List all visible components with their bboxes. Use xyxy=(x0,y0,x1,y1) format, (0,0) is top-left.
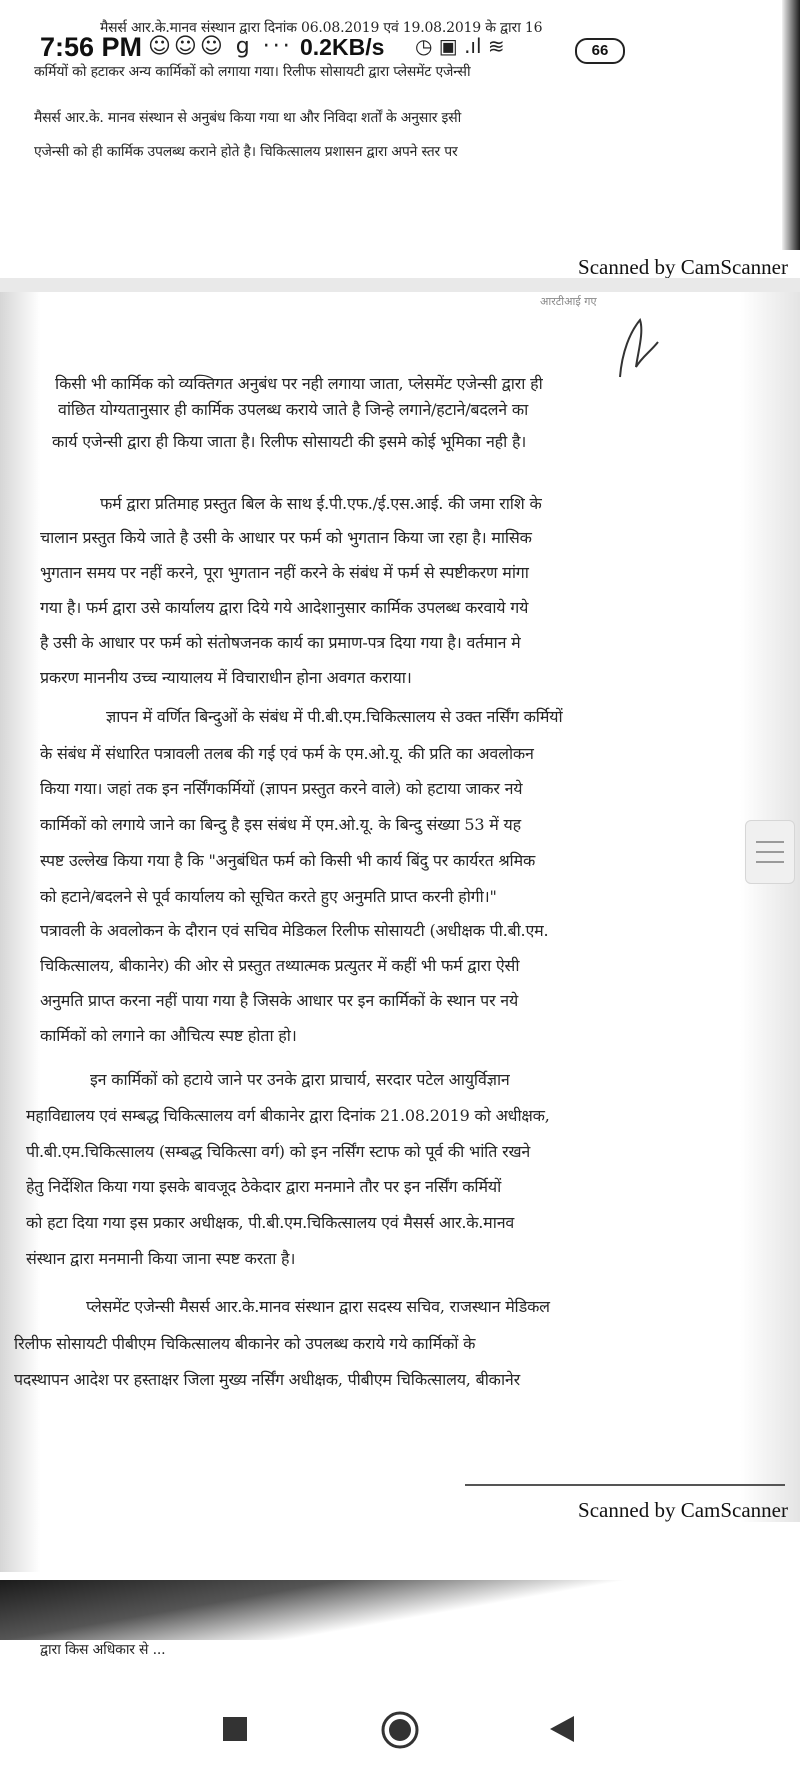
page-2-line: है उसी के आधार पर फर्म को संतोषजनक कार्य का प्रमाण-पत्र दिया गया है। वर्तमान मे xyxy=(40,633,521,652)
footer-rule xyxy=(465,1484,785,1486)
camscanner-footer: Scanned by CamScanner xyxy=(578,255,788,278)
network-speed: 0.2KB/s xyxy=(300,34,385,60)
page-2-line: महाविद्यालय एवं सम्बद्ध चिकित्सालय वर्ग बीकानेर द्वारा दिनांक 21.08.2019 को अधीक्षक, xyxy=(26,1106,550,1125)
navigation-bar xyxy=(0,1680,800,1777)
page-1-line: मैसर्स आर.के.मानव संस्थान द्वारा दिनांक 06.08.2019 एवं 19.08.2019 के द्वारा 16 xyxy=(100,20,543,36)
page-2-line: कार्मिकों को लगाये जाने का बिन्दु है इस संबंध में एम.ओ.यू. के बिन्दु संख्या 53 में यह xyxy=(40,815,521,834)
page-2-line: चिकित्सालय, बीकानेर) की ओर से प्रस्तुत तथ्यात्मक प्रत्युतर में कहीं भी फर्म द्वारा ऐसी xyxy=(40,956,520,975)
page-2-line: पी.बी.एम.चिकित्सालय (सम्बद्ध चिकित्सा वर्ग) को इन नर्सिंग स्टाफ को पूर्व की भांति रखने xyxy=(26,1142,531,1161)
back-button[interactable] xyxy=(500,1680,620,1777)
status-bar xyxy=(0,28,800,72)
page-2-line: को हटा दिया गया इस प्रकार अधीक्षक, पी.बी.एम.चिकित्सालय एवं मैसर्स आर.के.मानव xyxy=(26,1213,515,1232)
scanned-page-3 xyxy=(0,1580,800,1680)
page-2-line: प्लेसमेंट एजेन्सी मैसर्स आर.के.मानव संस्थान द्वारा सदस्य सचिव, राजस्थान मेडिकल xyxy=(86,1297,550,1316)
page-3-line: द्वारा किस अधिकार से ... xyxy=(40,1642,166,1658)
page-2-line: ज्ञापन में वर्णित बिन्दुओं के संबंध में पी.बी.एम.चिकित्सालय से उक्त नर्सिंग कर्मियों xyxy=(106,707,563,726)
page-3-shadow xyxy=(0,1580,800,1640)
battery-icon: 66 xyxy=(575,38,625,64)
page-2-line: किया गया। जहां तक इन नर्सिंगकर्मियों (ज्ञापन प्रस्तुत करने वाले) को हटाया जाकर नये xyxy=(40,779,523,798)
page-2-line: स्पष्ट उल्लेख किया गया है कि "अनुबंधित फर्म को किसी भी कार्य बिंदु पर कार्यरत श्रमिक xyxy=(40,851,536,870)
page-2-line: किसी भी कार्मिक को व्यक्तिगत अनुबंध पर नही लगाया जाता, प्लेसमेंट एजेन्सी द्वारा ही xyxy=(55,374,543,393)
page-2-line: रिलीफ सोसायटी पीबीएम चिकित्सालय बीकानेर को उपलब्ध कराये गये कार्मिकों के xyxy=(14,1334,476,1353)
page-2-line: इन कार्मिकों को हटाये जाने पर उनके द्वारा प्राचार्य, सरदार पटेल आयुर्विज्ञान xyxy=(90,1070,510,1089)
page-2-line: संस्थान द्वारा मनमानी किया जाना स्पष्ट करता है। xyxy=(26,1249,296,1268)
page-2-line: पदस्थापन आदेश पर हस्ताक्षर जिला मुख्य नर्सिंग अधीक्षक, पीबीएम चिकित्सालय, बीकानेर xyxy=(14,1370,520,1389)
page-1-line: मैसर्स आर.के. मानव संस्थान से अनुबंध किया गया था और निविदा शर्तों के अनुसार इसी xyxy=(34,110,462,126)
notification-icons: ☺☺☺ g ··· xyxy=(148,34,293,59)
page-gap xyxy=(0,278,800,292)
signal-wifi-icons: ◷ ▣ .ıl ≋ xyxy=(415,34,505,58)
page-2-line: पत्रावली के अवलोकन के दौरान एवं सचिव मेडिकल रिलीफ सोसायटी (अधीक्षक पी.बी.एम. xyxy=(40,921,549,940)
page-1-line: कर्मियों को हटाकर अन्य कार्मिकों को लगाया गया। रिलीफ सोसायटी द्वारा प्लेसमेंट एजेन्सी xyxy=(34,64,471,80)
home-icon xyxy=(380,1710,420,1750)
page-2-line: कार्य एजेन्सी द्वारा ही किया जाता है। रिलीफ सोसायटी की इसमे कोई भूमिका नही है। xyxy=(52,432,527,451)
back-icon xyxy=(548,1714,576,1744)
page-2-line: कार्मिकों को लगाने का औचित्य स्पष्ट होता हो। xyxy=(40,1026,297,1045)
page-2-line: चालान प्रस्तुत किये जाते है उसी के आधार पर फर्म को भुगतान किया जा रहा है। मासिक xyxy=(40,528,532,547)
page-2-line: भुगतान समय पर नहीं करने, पूरा भुगतान नहीं करने के संबंध में फर्म से स्पष्टीकरण मांगा xyxy=(40,563,529,582)
recents-icon xyxy=(222,1716,248,1742)
scanned-page-2 xyxy=(0,292,800,1572)
page-1-line: एजेन्सी को ही कार्मिक उपलब्ध कराने होते है। चिकित्सालय प्रशासन द्वारा अपने स्तर पर xyxy=(34,144,458,160)
camscanner-footer: Scanned by CamScanner xyxy=(578,1498,788,1522)
scroll-handle[interactable] xyxy=(745,820,795,884)
margin-note: आरटीआई गए xyxy=(540,295,597,308)
page-2-line: के संबंध में संधारित पत्रावली तलब की गई एवं फर्म के एम.ओ.यू. की प्रति का अवलोकन xyxy=(40,744,534,763)
recents-button[interactable] xyxy=(174,1680,294,1777)
page-2-line: वांछित योग्यतानुसार ही कार्मिक उपलब्ध कराये जाते है जिन्हे लगाने/हटाने/बदलने का xyxy=(58,400,529,419)
page-2-line: हेतु निर्देशित किया गया इसके बावजूद ठेकेदार द्वारा मनमाने तौर पर इन नर्सिंग कर्मियों xyxy=(26,1177,502,1196)
page-2-line: प्रकरण माननीय उच्च न्यायालय में विचाराधीन होना अवगत कराया। xyxy=(40,668,412,687)
page-2-line: गया है। फर्म द्वारा उसे कार्यालय द्वारा दिये गये आदेशानुसार कार्मिक उपलब्ध करवाये गये xyxy=(40,598,529,617)
page-2-line: को हटाने/बदलने से पूर्व कार्यालय को सूचित करते हुए अनुमति प्राप्त करनी होगी।" xyxy=(40,887,497,906)
status-time: 7:56 PM xyxy=(40,32,143,62)
home-button[interactable] xyxy=(340,1680,460,1777)
page-2-line: अनुमति प्राप्त करना नहीं पाया गया है जिसके आधार पर इन कार्मिकों के स्थान पर नये xyxy=(40,991,519,1010)
page-2-line: फर्म द्वारा प्रतिमाह प्रस्तुत बिल के साथ ई.पी.एफ./ई.एस.आई. की जमा राशि के xyxy=(100,494,542,513)
page-2-text xyxy=(0,292,760,1572)
